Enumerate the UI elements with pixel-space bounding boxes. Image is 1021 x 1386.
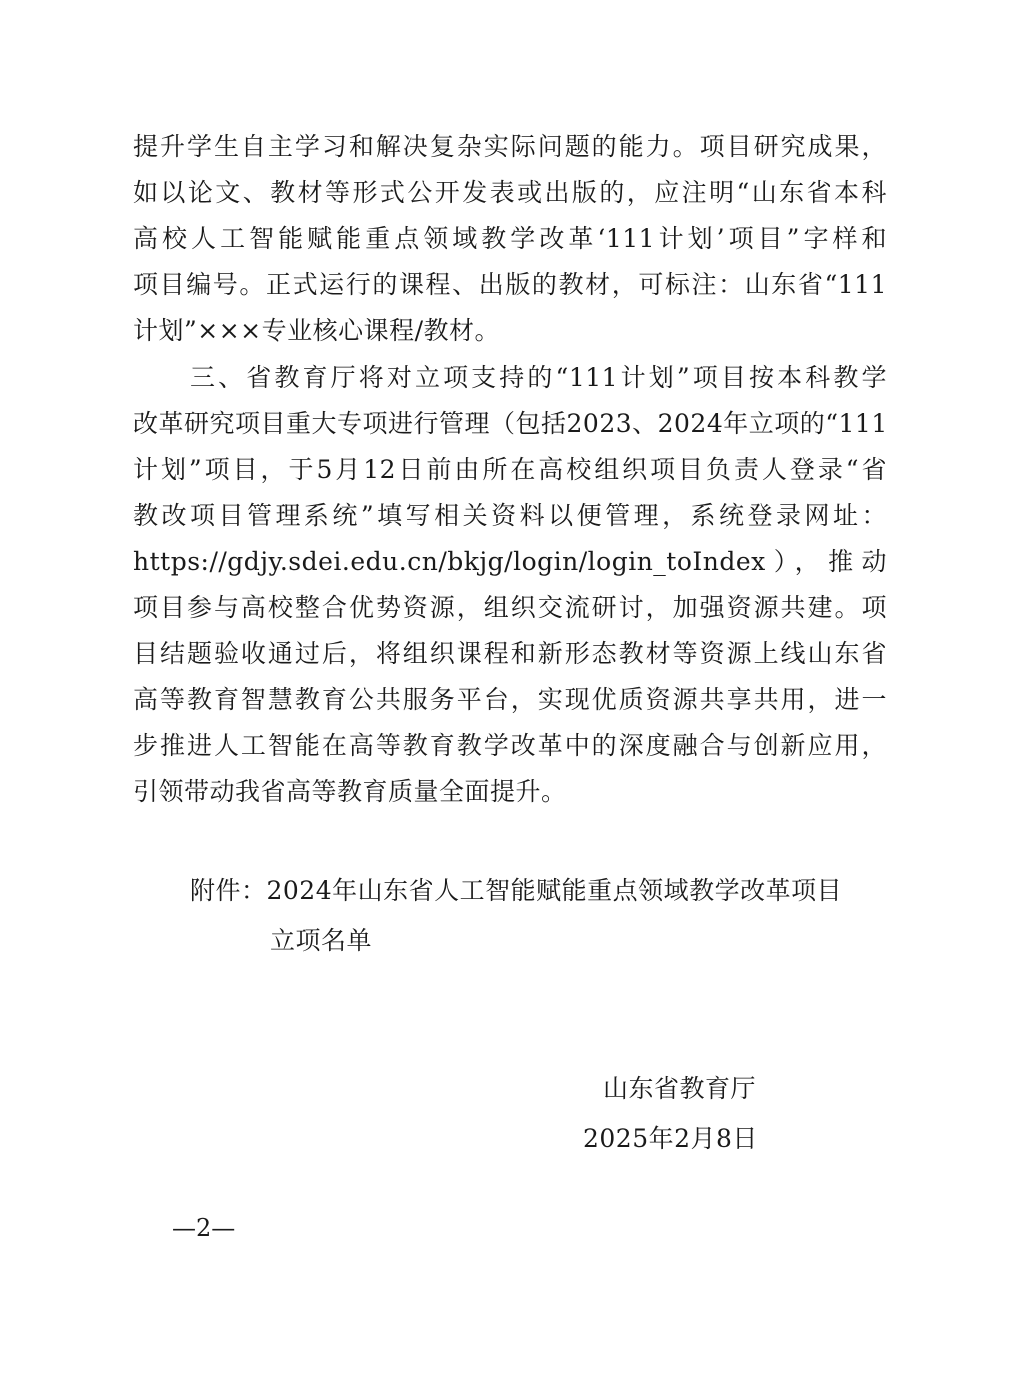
- page-number: —2—: [172, 1214, 236, 1242]
- body-line: 提升学生自主学习和解决复杂实际问题的能力。项目研究成果，: [133, 132, 887, 161]
- paragraph-three-line: 改革研究项目重大专项进行管理（包括2023、2024年立项的“111: [133, 409, 888, 438]
- body-line: 项目编号。正式运行的课程、出版的教材，可标注：山东省“111: [133, 270, 887, 299]
- paragraph-three-line: 引领带动我省高等教育质量全面提升。: [133, 777, 567, 806]
- paragraph-three-line: 教改项目管理系统”填写相关资料以便管理，系统登录网址：: [133, 501, 887, 530]
- paragraph-three-line: 高等教育智慧教育公共服务平台，实现优质资源共享共用，进一: [133, 685, 887, 714]
- paragraph-three-line: 步推进人工智能在高等教育教学改革中的深度融合与创新应用，: [133, 731, 887, 760]
- attachment-label: 附件：2024年山东省人工智能赋能重点领域教学改革项目: [190, 876, 843, 905]
- paragraph-three-line: 计划”项目，于5月12日前由所在高校组织项目负责人登录“省: [133, 455, 887, 484]
- attachment-continuation: 立项名单: [270, 926, 373, 955]
- paragraph-three-line: 项目参与高校整合优势资源，组织交流研讨，加强资源共建。项: [133, 593, 887, 622]
- system-url-line: https://gdjy.sdei.edu.cn/bkjg/login/login_toIndex），推动: [133, 547, 887, 576]
- issuing-organization: 山东省教育厅: [603, 1074, 757, 1103]
- body-line: 如以论文、教材等形式公开发表或出版的，应注明“山东省本科: [133, 178, 887, 207]
- issue-date: 2025年2月8日: [583, 1124, 758, 1153]
- body-line: 高校人工智能赋能重点领域教学改革‘111计划’项目”字样和: [133, 224, 887, 253]
- body-line: 计划”×××专业核心课程/教材。: [133, 316, 501, 345]
- paragraph-three-line: 目结题验收通过后，将组织课程和新形态教材等资源上线山东省: [133, 639, 887, 668]
- paragraph-three-line: 三、省教育厅将对立项支持的“111计划”项目按本科教学: [190, 363, 887, 392]
